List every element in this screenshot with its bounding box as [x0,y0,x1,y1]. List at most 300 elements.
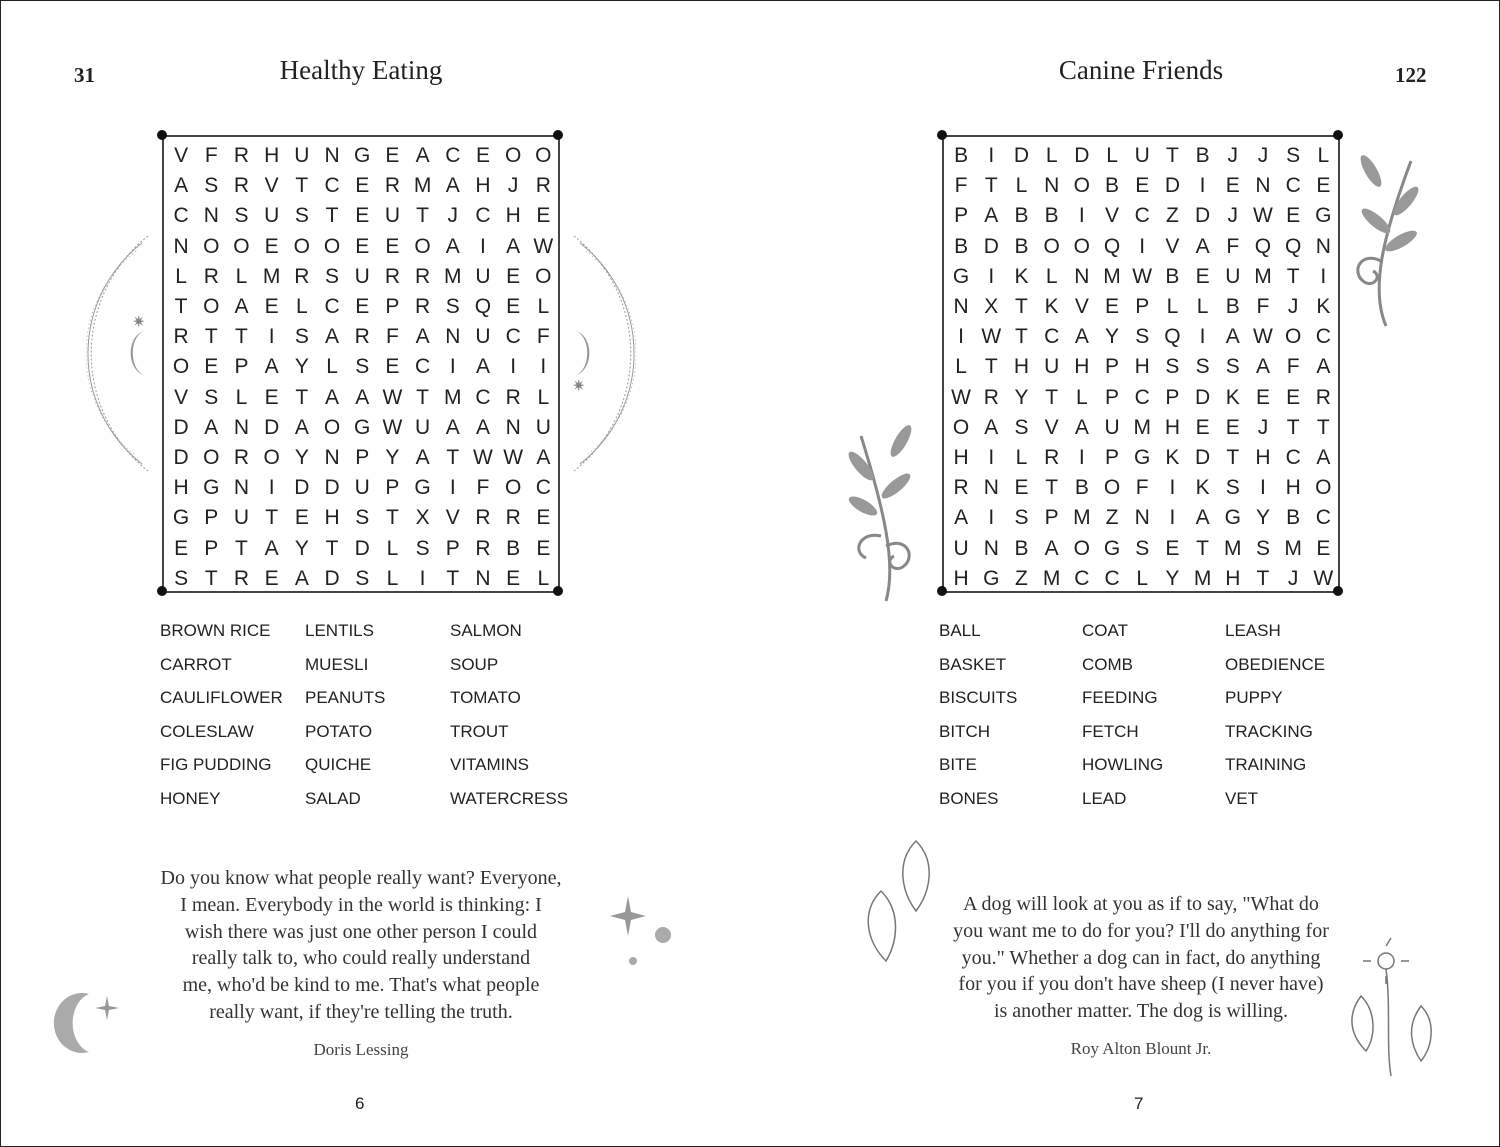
grid-letter[interactable]: U [1044,355,1060,379]
grid-letter[interactable]: G [414,476,431,500]
grid-letter[interactable]: S [204,174,219,198]
letter-grid[interactable] [162,135,560,593]
grid-letter[interactable]: A [415,446,430,469]
grid-letter[interactable]: R [1315,385,1331,409]
grid-letter[interactable]: P [385,476,400,500]
grid-letter[interactable]: A [954,506,969,530]
grid-letter[interactable]: E [506,566,521,590]
grid-letter[interactable]: R [983,385,999,409]
grid-letter[interactable]: C [1104,566,1120,590]
grid-letter[interactable]: O [1073,536,1091,560]
grid-letter[interactable]: T [984,174,998,198]
grid-letter[interactable]: I [1260,476,1266,500]
grid-letter[interactable]: L [1045,144,1058,167]
grid-letter[interactable]: I [988,506,995,530]
grid-letter[interactable]: E [1316,536,1331,560]
grid-letter[interactable]: A [1195,506,1210,530]
grid-letter[interactable]: B [954,144,969,167]
grid-letter[interactable]: C [324,174,340,198]
grid-letter[interactable]: C [1074,566,1090,590]
grid-letter[interactable]: V [174,144,189,167]
grid-letter[interactable]: D [1164,174,1180,198]
grid-letter[interactable]: W [1132,264,1153,288]
grid-letter[interactable]: T [235,325,248,349]
grid-letter[interactable]: D [264,415,280,439]
grid-letter[interactable]: J [1287,566,1299,590]
grid-letter[interactable]: W [473,446,493,469]
grid-letter[interactable]: T [325,536,339,560]
grid-letter[interactable]: M [1254,264,1272,288]
grid-letter[interactable]: Y [1014,385,1029,409]
grid-letter[interactable]: S [174,566,189,590]
grid-letter[interactable]: L [537,295,550,318]
grid-letter[interactable]: L [1136,566,1149,590]
grid-letter[interactable]: H [1134,355,1150,379]
grid-letter[interactable]: P [954,204,969,228]
grid-letter[interactable]: B [1225,295,1240,318]
grid-letter[interactable]: H [1225,566,1241,590]
grid-letter[interactable]: H [324,506,340,530]
grid-letter[interactable]: A [1255,355,1270,379]
grid-letter[interactable]: T [204,566,218,590]
grid-letter[interactable]: C [1134,204,1150,228]
grid-letter[interactable]: I [419,566,426,590]
grid-letter[interactable]: E [264,234,279,258]
grid-letter[interactable]: W [382,385,403,409]
grid-letter[interactable]: Y [294,536,309,560]
grid-letter[interactable]: T [416,385,429,409]
grid-letter[interactable]: F [204,144,218,167]
grid-letter[interactable]: C [173,204,189,228]
grid-letter[interactable]: G [1103,536,1121,560]
grid-letter[interactable]: M [444,264,462,288]
grid-letter[interactable]: L [1317,144,1330,167]
grid-letter[interactable]: S [1014,415,1029,439]
grid-letter[interactable]: V [264,174,279,198]
grid-letter[interactable]: Y [1105,325,1120,349]
grid-letter[interactable]: R [203,264,219,288]
grid-letter[interactable]: H [475,174,491,198]
grid-letter[interactable]: A [204,415,219,439]
grid-letter[interactable]: E [1195,415,1210,439]
grid-letter[interactable]: A [445,234,460,258]
grid-letter[interactable]: N [324,446,340,469]
grid-letter[interactable]: R [505,385,521,409]
grid-letter[interactable]: T [1286,264,1300,288]
grid-letter[interactable]: R [1044,446,1060,469]
grid-letter[interactable]: Z [1015,566,1028,590]
grid-letter[interactable]: N [983,476,999,500]
grid-letter[interactable]: B [1044,204,1059,228]
grid-letter[interactable]: A [1316,355,1331,379]
grid-letter[interactable]: R [384,174,400,198]
grid-letter[interactable]: T [235,536,248,560]
grid-letter[interactable]: S [355,566,370,590]
grid-letter[interactable]: N [1315,234,1331,258]
grid-letter[interactable]: R [233,174,250,198]
grid-letter[interactable]: U [384,204,400,228]
grid-letter[interactable]: V [174,385,189,409]
grid-letter[interactable]: I [988,446,995,469]
grid-letter[interactable]: P [1105,355,1120,379]
grid-letter[interactable]: M [413,174,432,198]
grid-letter[interactable]: A [1044,536,1059,560]
grid-letter[interactable]: I [1169,506,1176,530]
grid-letter[interactable]: D [324,566,340,590]
grid-letter[interactable]: L [175,264,187,288]
grid-letter[interactable]: H [953,446,969,469]
grid-letter[interactable]: E [1286,385,1301,409]
grid-letter[interactable]: S [294,204,309,228]
grid-letter[interactable]: T [446,566,460,590]
grid-letter[interactable]: C [1044,325,1060,349]
grid-letter[interactable]: P [1044,506,1059,530]
grid-letter[interactable]: I [268,476,275,500]
grid-letter[interactable]: L [955,355,967,379]
grid-letter[interactable]: J [1227,144,1239,167]
grid-letter[interactable]: T [1316,415,1330,439]
grid-letter[interactable]: L [235,385,248,409]
grid-letter[interactable]: T [984,355,998,379]
grid-letter[interactable]: P [385,295,400,318]
grid-letter[interactable]: C [1315,325,1331,349]
grid-letter[interactable]: L [386,536,399,560]
grid-letter[interactable]: U [535,415,551,439]
grid-letter[interactable]: W [1253,204,1273,228]
grid-letter[interactable]: D [1195,204,1211,228]
grid-letter[interactable]: E [506,295,521,318]
grid-letter[interactable]: P [355,446,370,469]
grid-letter[interactable]: E [174,536,189,560]
grid-letter[interactable]: E [204,355,219,379]
grid-letter[interactable]: R [535,174,551,198]
grid-letter[interactable]: Q [1164,325,1181,349]
grid-letter[interactable]: I [958,325,965,349]
grid-letter[interactable]: O [414,234,431,258]
grid-letter[interactable]: E [1316,174,1331,198]
grid-letter[interactable]: C [535,476,551,500]
grid-letter[interactable]: G [172,506,190,530]
grid-letter[interactable]: T [265,506,279,530]
grid-letter[interactable]: H [264,144,280,167]
grid-letter[interactable]: U [475,264,491,288]
grid-letter[interactable]: M [1103,264,1121,288]
grid-letter[interactable]: B [1014,536,1029,560]
grid-letter[interactable]: I [1169,476,1176,500]
grid-letter[interactable]: R [233,144,250,167]
grid-letter[interactable]: D [324,476,340,500]
grid-letter[interactable]: H [173,476,189,500]
grid-letter[interactable]: B [954,234,969,258]
grid-letter[interactable]: B [1195,144,1210,167]
grid-letter[interactable]: A [174,174,189,198]
grid-letter[interactable]: T [204,325,218,349]
grid-letter[interactable]: V [1044,415,1059,439]
grid-letter[interactable]: A [1316,446,1331,469]
grid-letter[interactable]: A [1074,415,1089,439]
grid-letter[interactable]: O [172,355,190,379]
grid-letter[interactable]: L [1106,144,1118,167]
grid-letter[interactable]: A [415,325,430,349]
grid-letter[interactable]: Y [294,446,309,469]
grid-letter[interactable]: S [294,325,309,349]
grid-letter[interactable]: C [1315,506,1331,530]
grid-letter[interactable]: P [1165,385,1180,409]
grid-letter[interactable]: E [536,204,551,228]
grid-letter[interactable]: N [233,415,250,439]
grid-letter[interactable]: I [1199,325,1206,349]
grid-letter[interactable]: A [325,385,340,409]
grid-letter[interactable]: U [233,506,250,530]
grid-letter[interactable]: V [1074,295,1089,318]
grid-letter[interactable]: W [382,415,403,439]
grid-letter[interactable]: N [173,234,189,258]
grid-letter[interactable]: A [536,446,551,469]
grid-letter[interactable]: M [1284,536,1302,560]
grid-letter[interactable]: R [233,566,250,590]
grid-letter[interactable]: B [1165,264,1180,288]
grid-letter[interactable]: E [355,204,370,228]
grid-letter[interactable]: L [1015,446,1028,469]
grid-letter[interactable]: U [354,476,370,500]
grid-letter[interactable]: T [1045,476,1059,500]
grid-letter[interactable]: S [1135,325,1150,349]
grid-letter[interactable]: L [1045,264,1058,288]
grid-letter[interactable]: B [1105,174,1120,198]
grid-letter[interactable]: W [1313,566,1334,590]
grid-letter[interactable]: L [1015,174,1028,198]
grid-letter[interactable]: E [536,506,551,530]
grid-letter[interactable]: R [233,446,250,469]
grid-letter[interactable]: I [449,355,456,379]
grid-letter[interactable]: T [446,446,460,469]
grid-letter[interactable]: U [1104,415,1120,439]
grid-letter[interactable]: E [355,234,370,258]
grid-letter[interactable]: D [294,476,310,500]
grid-letter[interactable]: W [503,446,524,469]
grid-letter[interactable]: E [1225,415,1240,439]
grid-letter[interactable]: S [1014,506,1029,530]
grid-letter[interactable]: C [1285,446,1301,469]
grid-letter[interactable]: O [233,234,250,258]
grid-letter[interactable]: L [386,566,399,590]
grid-letter[interactable]: C [445,144,461,167]
grid-letter[interactable]: O [203,446,220,469]
grid-letter[interactable]: P [1105,446,1120,469]
grid-letter[interactable]: K [1225,385,1240,409]
grid-letter[interactable]: J [1257,144,1269,167]
grid-letter[interactable]: D [354,536,370,560]
grid-letter[interactable]: M [1224,536,1242,560]
grid-letter[interactable]: U [1134,144,1150,167]
grid-letter[interactable]: O [1043,234,1060,258]
grid-letter[interactable]: D [1074,144,1090,167]
grid-letter[interactable]: W [981,325,1002,349]
grid-letter[interactable]: A [355,385,370,409]
grid-letter[interactable]: I [1078,446,1085,469]
grid-letter[interactable]: N [324,144,340,167]
grid-letter[interactable]: E [1255,385,1270,409]
grid-letter[interactable]: P [1135,295,1150,318]
grid-letter[interactable]: T [385,506,399,530]
grid-letter[interactable]: E [1165,536,1180,560]
grid-letter[interactable]: Q [474,295,492,318]
grid-letter[interactable]: X [984,295,999,318]
grid-letter[interactable]: H [1164,415,1180,439]
grid-letter[interactable]: D [173,415,189,439]
grid-letter[interactable]: F [536,325,550,349]
grid-letter[interactable]: M [262,264,281,288]
grid-letter[interactable]: O [203,234,220,258]
grid-letter[interactable]: C [505,325,521,349]
grid-letter[interactable]: P [234,355,249,379]
grid-letter[interactable]: E [1225,174,1240,198]
grid-letter[interactable]: E [355,174,370,198]
grid-letter[interactable]: Q [1103,234,1121,258]
grid-letter[interactable]: S [1255,536,1270,560]
grid-letter[interactable]: N [953,295,969,318]
grid-letter[interactable]: R [475,506,491,530]
grid-letter[interactable]: S [1225,476,1240,500]
grid-letter[interactable]: N [475,566,491,590]
grid-letter[interactable]: H [1255,446,1271,469]
grid-letter[interactable]: C [1134,385,1150,409]
grid-letter[interactable]: B [1014,204,1029,228]
grid-letter[interactable]: U [475,325,491,349]
grid-letter[interactable]: I [1078,204,1085,228]
grid-letter[interactable]: A [984,415,999,439]
grid-letter[interactable]: N [203,204,219,228]
grid-letter[interactable]: Q [1254,234,1272,258]
grid-letter[interactable]: G [983,566,1000,590]
grid-letter[interactable]: E [1014,476,1029,500]
grid-letter[interactable]: U [354,264,370,288]
grid-letter[interactable]: S [204,385,219,409]
grid-letter[interactable]: G [952,264,970,288]
grid-letter[interactable]: D [1013,144,1030,167]
grid-letter[interactable]: A [264,355,279,379]
grid-letter[interactable]: A [1195,234,1210,258]
grid-letter[interactable]: I [268,325,275,349]
grid-letter[interactable]: A [984,204,999,228]
grid-letter[interactable]: I [449,476,456,500]
grid-letter[interactable]: B [1286,506,1301,530]
grid-letter[interactable]: L [537,385,550,409]
grid-letter[interactable]: K [1044,295,1059,318]
grid-letter[interactable]: G [203,476,220,500]
grid-letter[interactable]: F [1286,355,1300,379]
grid-letter[interactable]: A [294,415,309,439]
grid-letter[interactable]: T [1196,536,1209,560]
grid-letter[interactable]: E [385,144,400,167]
grid-letter[interactable]: N [445,325,461,349]
grid-letter[interactable]: M [1193,566,1212,590]
grid-letter[interactable]: C [1285,174,1301,198]
grid-letter[interactable]: A [415,144,430,167]
grid-letter[interactable]: F [1256,295,1270,318]
grid-letter[interactable]: E [264,295,279,318]
grid-letter[interactable]: K [1316,295,1331,318]
grid-letter[interactable]: S [325,264,340,288]
grid-letter[interactable]: J [1227,204,1239,228]
grid-letter[interactable]: S [1195,355,1210,379]
grid-letter[interactable]: Q [1284,234,1302,258]
grid-letter[interactable]: T [1045,385,1059,409]
grid-letter[interactable]: D [983,234,999,258]
grid-letter[interactable]: O [504,476,522,500]
grid-letter[interactable]: I [1199,174,1206,198]
grid-letter[interactable]: J [1257,415,1269,439]
grid-letter[interactable]: R [953,476,969,500]
grid-letter[interactable]: S [445,295,460,318]
grid-letter[interactable]: U [953,536,969,560]
grid-letter[interactable]: E [385,355,400,379]
grid-letter[interactable]: T [174,295,188,318]
grid-letter[interactable]: F [954,174,968,198]
grid-letter[interactable]: K [1195,476,1210,500]
grid-letter[interactable]: O [263,446,280,469]
grid-letter[interactable]: O [1073,234,1091,258]
grid-letter[interactable]: S [355,355,370,379]
grid-letter[interactable]: V [1165,234,1180,258]
grid-letter[interactable]: R [294,264,310,288]
grid-letter[interactable]: O [1103,476,1121,500]
grid-letter[interactable]: A [294,566,309,590]
grid-letter[interactable]: R [505,506,521,530]
grid-letter[interactable]: G [354,144,371,167]
grid-letter[interactable]: O [293,234,311,258]
grid-letter[interactable]: S [1286,144,1301,167]
grid-letter[interactable]: N [1044,174,1060,198]
grid-letter[interactable]: E [475,144,490,167]
grid-letter[interactable]: S [1135,536,1150,560]
grid-letter[interactable]: W [533,234,554,258]
grid-letter[interactable]: T [295,174,309,198]
grid-letter[interactable]: R [384,264,400,288]
grid-letter[interactable]: N [983,536,999,560]
grid-letter[interactable]: L [326,355,338,379]
grid-letter[interactable]: Z [1105,506,1119,530]
grid-letter[interactable]: E [536,536,551,560]
grid-letter[interactable]: O [323,415,341,439]
grid-letter[interactable]: A [264,536,279,560]
grid-letter[interactable]: I [540,355,547,379]
grid-letter[interactable]: N [1255,174,1271,198]
grid-letter[interactable]: G [1315,204,1332,228]
grid-letter[interactable]: O [203,295,220,318]
grid-letter[interactable]: K [1165,446,1180,469]
grid-letter[interactable]: T [1165,144,1179,167]
grid-letter[interactable]: R [354,325,370,349]
grid-letter[interactable]: G [1134,446,1151,469]
letter-grid[interactable] [942,135,1340,593]
grid-letter[interactable]: D [1195,446,1211,469]
grid-letter[interactable]: R [415,295,431,318]
grid-letter[interactable]: A [475,355,490,379]
grid-letter[interactable]: T [1286,415,1300,439]
grid-letter[interactable]: M [444,385,462,409]
grid-letter[interactable]: I [1139,234,1146,258]
grid-letter[interactable]: R [475,536,491,560]
grid-letter[interactable]: B [506,536,521,560]
grid-letter[interactable]: I [480,234,486,258]
grid-letter[interactable]: T [295,385,309,409]
grid-letter[interactable]: C [324,295,340,318]
grid-letter[interactable]: O [1315,476,1332,500]
grid-letter[interactable]: M [1073,506,1091,530]
grid-letter[interactable]: J [507,174,519,198]
grid-letter[interactable]: H [1074,355,1090,379]
